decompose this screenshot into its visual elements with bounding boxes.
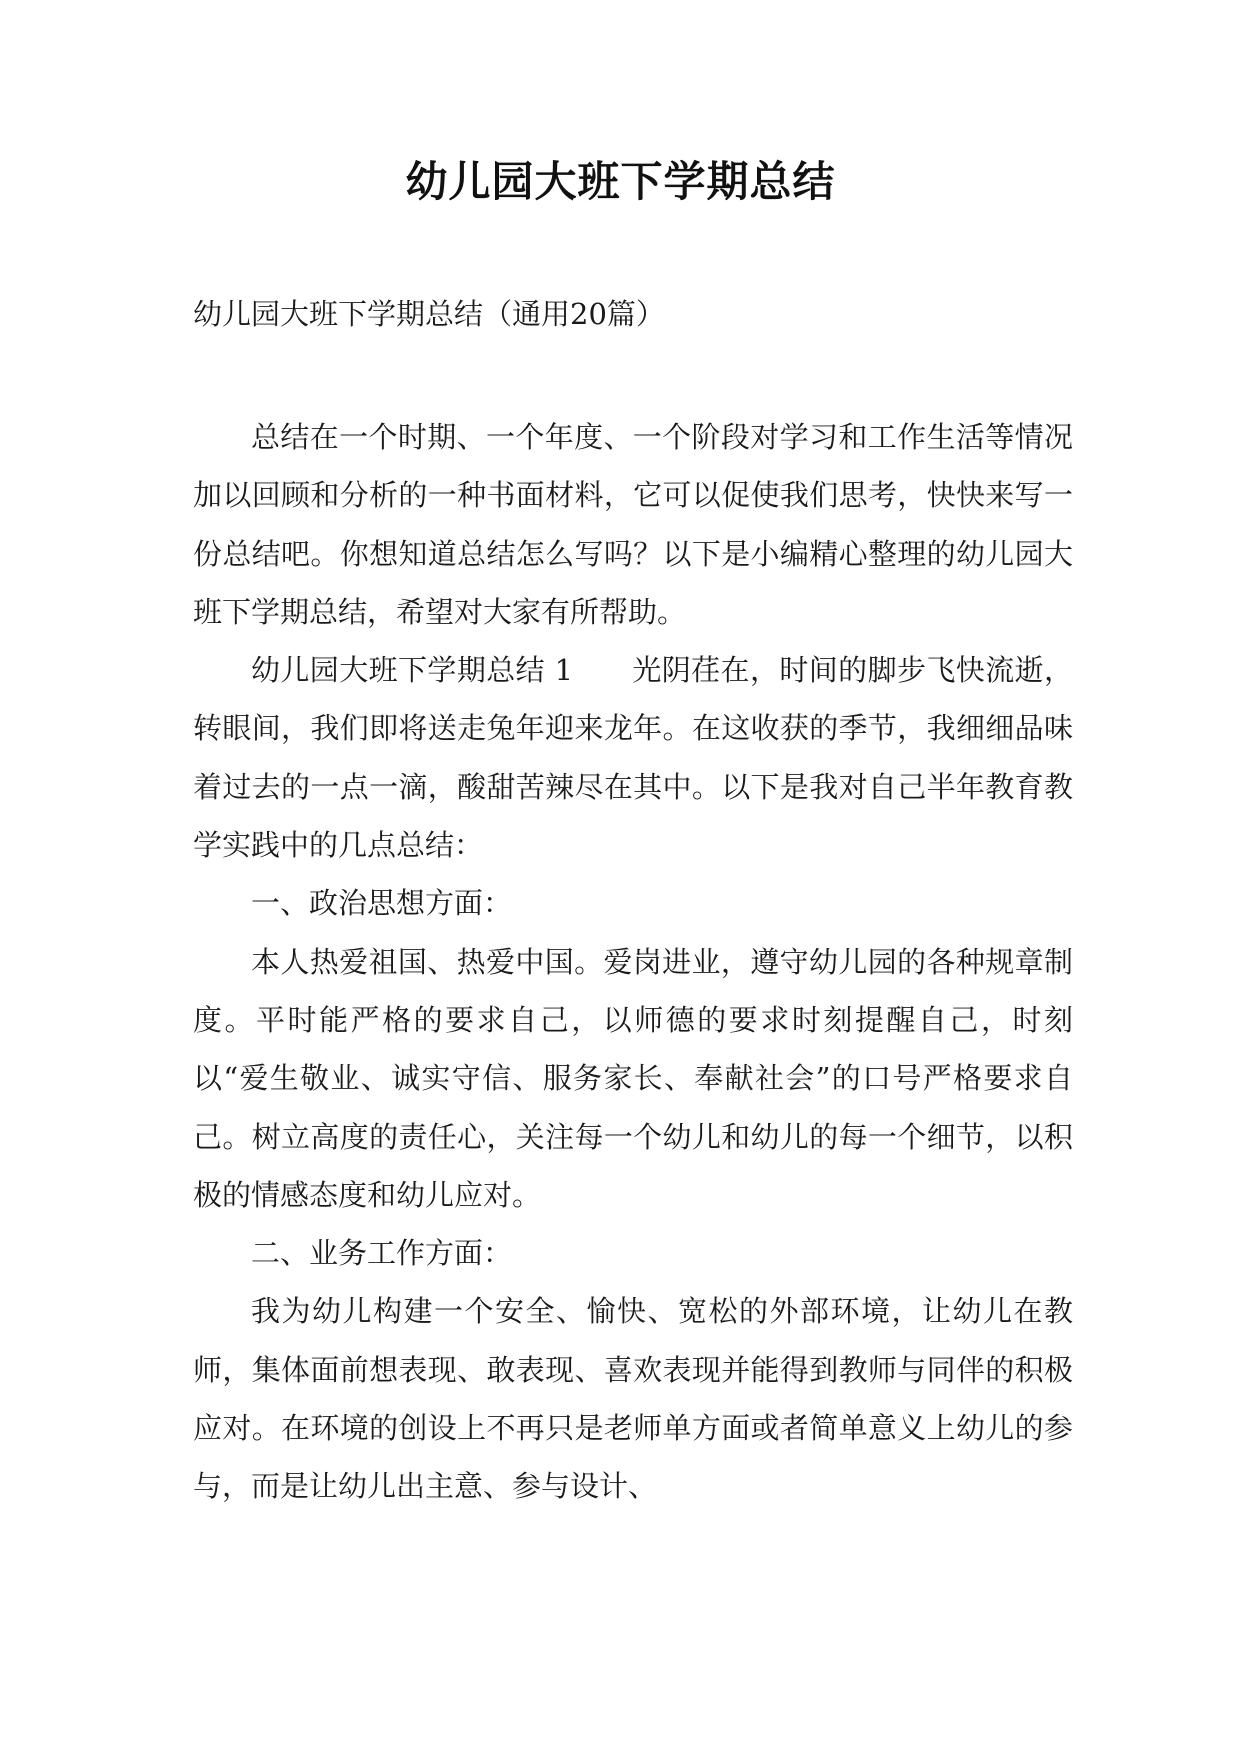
- document-subtitle: 幼儿园大班下学期总结（通用20篇）: [193, 297, 665, 331]
- paragraph-business: 我为幼儿构建一个安全、愉快、宽松的外部环境，让幼儿在教师，集体面前想表现、敢表现、喜欢表现并能得到教师与同伴的积极应对。在环境的创设上不再只是老师单方面或者简单意义上幼儿的参与，而是让幼儿出主意、参与设计、: [193, 1294, 1073, 1504]
- document-title: 幼儿园大班下学期总结: [405, 157, 836, 206]
- section-heading-political: 一、政治思想方面：: [251, 886, 513, 921]
- paragraph-summary-1: 幼儿园大班下学期总结 1 光阴荏在，时间的脚步飞快流逝，转眼间，我们即将送走兔年迎来龙年。在这收获的季节，我细细品味着过去的一点一滴，酸甜苦辣尽在其中。以下是我对自己半年教育教学实践中的几点总结：: [193, 653, 1073, 863]
- section-heading-business: 二、业务工作方面：: [251, 1236, 513, 1271]
- document-body: [193, 408, 1073, 1516]
- paragraph-intro: 总结在一个时期、一个年度、一个阶段对学习和工作生活等情况加以回顾和分析的一种书面材料，它可以促使我们思考，快快来写一份总结吧。你想知道总结怎么写吗？以下是小编精心整理的幼儿园大班下学期总结，希望对大家有所帮助。: [193, 420, 1073, 629]
- paragraph-political: 本人热爱祖国、热爱中国。爱岗进业，遵守幼儿园的各种规章制度。平时能严格的要求自己，以师德的要求时刻提醒自己，时刻以“爱生敬业、诚实守信、服务家长、奉献社会”的口号严格要求自己。树立高度的责任心，关注每一个幼儿和幼儿的每一个细节，以积极的情感态度和幼儿应对。: [193, 944, 1073, 1212]
